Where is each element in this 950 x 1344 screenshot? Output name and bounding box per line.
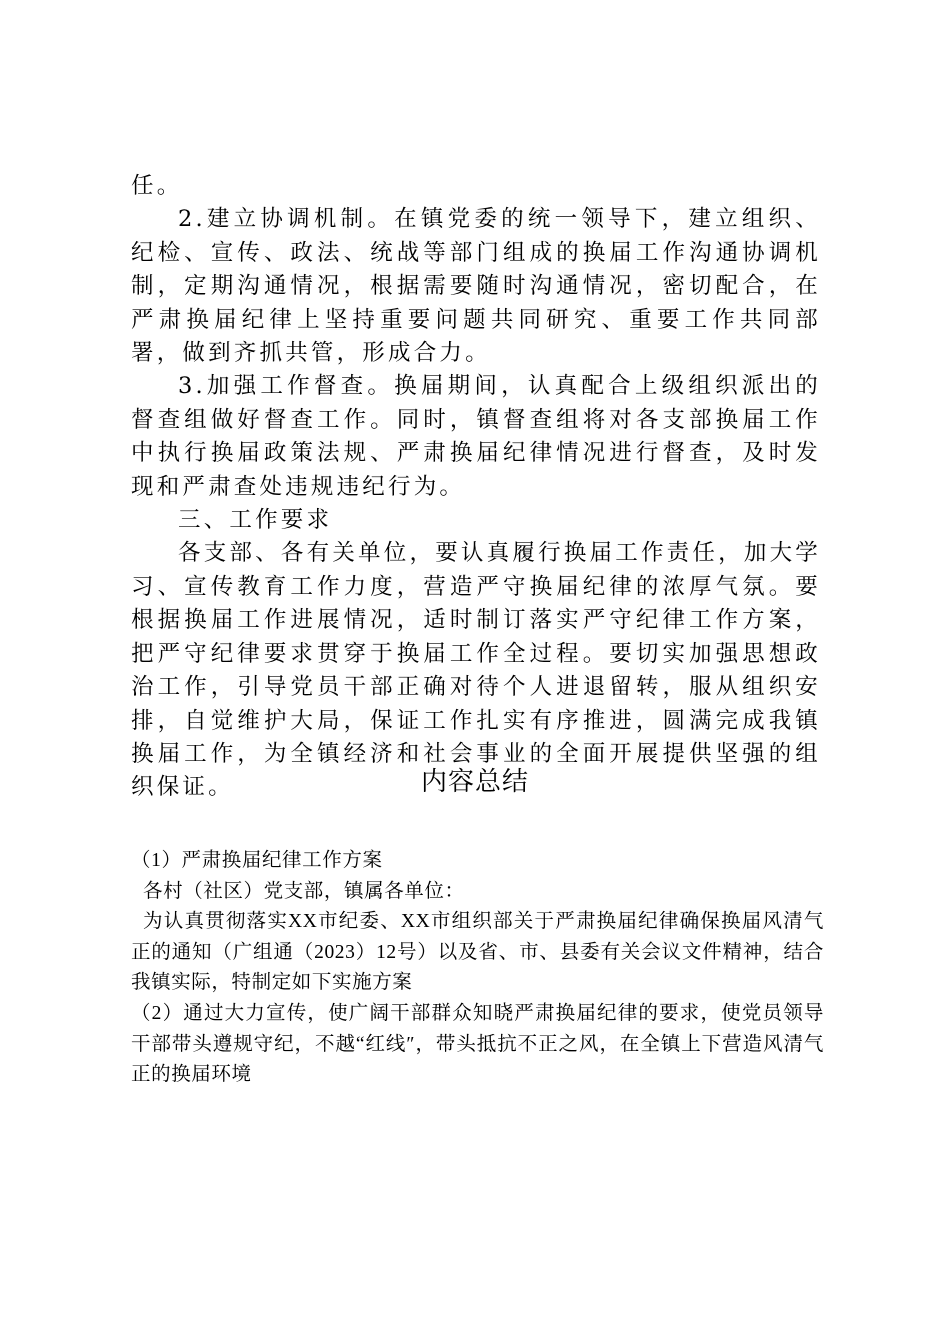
summary-body [131,846,824,1091]
section-3-heading: 三、工作要求 [178,507,333,534]
summary-title: 内容总结 [420,767,529,797]
summary-line-1: （1）严肃换届纪律工作方案 [131,850,383,871]
item-3-paragraph: 3.加强工作督查。换届期间，认真配合上级组织派出的督查组做好督查工作。同时，镇督查组将对各支部换届工作中执行换届政策法规、严肃换届纪律情况进行督查，及时发现和严肃查处违规违纪行为。 [131,373,821,500]
section-3-paragraph: 各支部、各有关单位，要认真履行换届工作责任，加大学习、宣传教育工作力度，营造严守换届纪律的浓厚气氛。要根据换届工作进展情况，适时制订落实严守纪律工作方案，把严守纪律要求贯穿于换届工作全过程。要切实加强思想政治工作，引导党员干部正确对待个人进退留转，服从组织安排，自觉维护大局，保证工作扎实有序推进，圆满完成我镇换届工作，为全镇经济和社会事业的全面开展提供坚强的组织保证。 [131,540,821,801]
main-body-text [131,170,821,805]
summary-line-3: 为认真贯彻落实XX市纪委、XX市组织部关于严肃换届纪律确保换届风清气正的通知（广组通（2023）12号）以及省、市、县委有关会议文件精神，结合我镇实际，特制定如下实施方案 [131,911,824,994]
item-2-paragraph: 2.建立协调机制。在镇党委的统一领导下，建立组织、纪检、宣传、政法、统战等部门组成的换届工作沟通协调机制，定期沟通情况，根据需要随时沟通情况，密切配合，在严肃换届纪律上坚持重要问题共同研究、重要工作共同部署，做到齐抓共管，形成合力。 [131,206,821,367]
continuation-text: 任。 [131,173,183,199]
summary-line-4: （2）通过大力宣传，使广阔干部群众知晓严肃换届纪律的要求，使党员领导干部带头遵规守纪，不越“红线″，带头抵抗不正之风，在全镇上下营造风清气正的换届环境 [131,1002,824,1086]
summary-line-2: 各村（社区）党支部，镇属各单位： [143,880,465,902]
